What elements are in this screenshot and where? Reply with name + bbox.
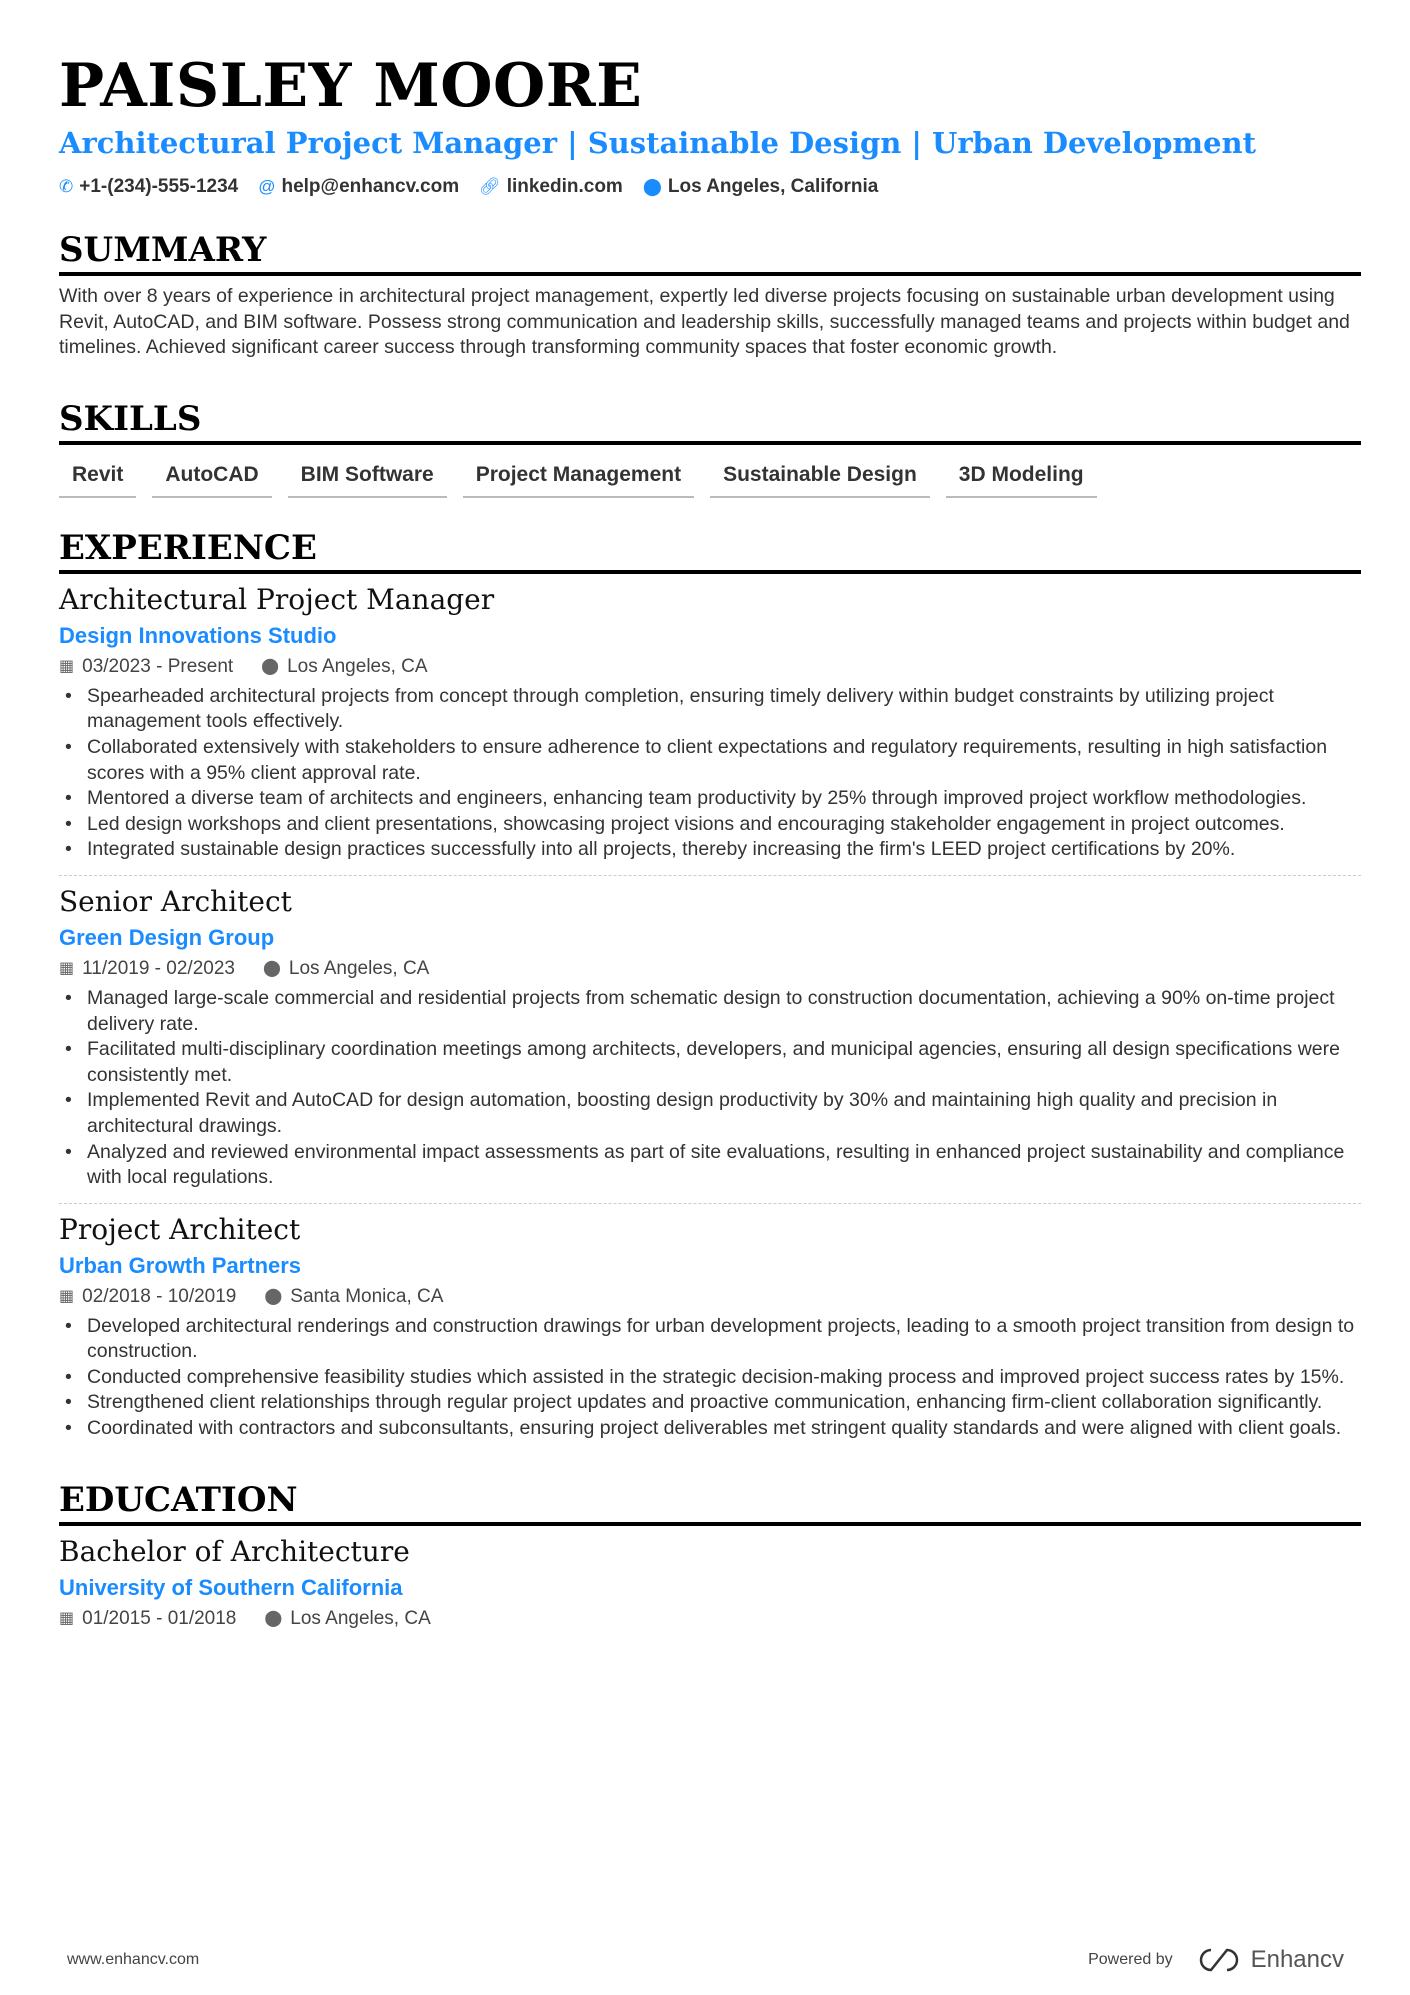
school: University of Southern California (59, 1574, 403, 1600)
achievement-bullet: • Strengthened client relationships through regular project updates and proactive communication, enhancing firm-client collaboration significantly. (59, 1390, 1361, 1416)
phone-text: +1-(234)-555-1234 (79, 176, 239, 197)
education-heading: EDUCATION (59, 1478, 1361, 1526)
achievement-bullet: • Facilitated multi-disciplinary coordination meetings among architects, developers, and municipal agencies, ensuring all design specifications were consistently met. (59, 1037, 1361, 1088)
location-icon: ⬤ (642, 177, 662, 196)
location-icon: ⬤ (262, 959, 281, 977)
contact-location (643, 174, 878, 200)
phone-icon: ✆ (59, 177, 74, 196)
contact-email[interactable] (258, 174, 459, 200)
powered-by: Powered by (1088, 1951, 1173, 1968)
job-location: Los Angeles, CA (288, 957, 430, 979)
enhancv-logo-icon (1197, 1947, 1243, 1973)
company-name: Design Innovations Studio (59, 622, 337, 648)
candidate-name: PAISLEY MOORE (59, 51, 643, 121)
skill-tag: 3D Modeling (946, 459, 1097, 498)
education-location: Los Angeles, CA (290, 1607, 431, 1629)
job-dates: 03/2023 - Present (82, 655, 234, 677)
achievement-bullet: • Analyzed and reviewed environmental impact assessments as part of site evaluations, resulting in enhanced project sustainability and compliance with local regulations. (59, 1140, 1361, 1191)
job-meta (59, 652, 1361, 682)
job-entry (59, 1203, 1361, 1448)
contact-linkedin[interactable] (479, 174, 623, 200)
resume (59, 50, 1361, 1640)
achievements-list (59, 684, 1361, 863)
skill-tag: Sustainable Design (710, 459, 930, 498)
calendar-icon: ▦ (59, 959, 75, 977)
skill-tag: BIM Software (288, 459, 447, 498)
achievement-bullet: • Led design workshops and client presentations, showcasing project visions and encouraging stakeholder engagement in project outcomes. (59, 812, 1361, 838)
achievement-bullet: • Coordinated with contractors and subconsultants, ensuring project deliverables met stringent quality standards and were aligned with client goals. (59, 1416, 1361, 1442)
calendar-icon: ▦ (59, 1609, 75, 1627)
location-icon: ⬤ (264, 1609, 283, 1627)
achievements-list (59, 1314, 1361, 1442)
calendar-icon: ▦ (59, 1287, 75, 1305)
job-title: Project Architect (59, 1212, 301, 1246)
enhancv-logo (1197, 1946, 1344, 1974)
skill-tag: AutoCAD (152, 459, 271, 498)
achievement-bullet: • Spearheaded architectural projects from concept through completion, ensuring timely delivery within budget constraints by utilizing project management tools effectively. (59, 684, 1361, 735)
job-dates: 11/2019 - 02/2023 (82, 957, 235, 979)
contact-phone (59, 174, 238, 200)
job-location: Santa Monica, CA (290, 1285, 444, 1307)
achievement-bullet: • Implemented Revit and AutoCAD for design automation, boosting design productivity by 30% and maintaining high quality and precision in architectural drawings. (59, 1088, 1361, 1139)
job-title: Senior Architect (59, 884, 292, 918)
job-title: Architectural Project Manager (59, 582, 495, 616)
email-text[interactable]: help@enhancv.com (281, 176, 460, 197)
location-text: Los Angeles, California (667, 176, 879, 197)
education-dates: 01/2015 - 01/2018 (82, 1607, 237, 1629)
summary-text: With over 8 years of experience in architectural project management, expertly led diverse projects focusing on sustainable urban development using Revit, AutoCAD, and BIM software. Possess strong communication and leadership skills, successfully managed teams and projects within budget and timelines. Achieved significant career success through transforming community spaces that foster economic growth. (59, 285, 1350, 359)
summary-heading: SUMMARY (59, 228, 1361, 276)
linkedin-text[interactable]: linkedin.com (506, 176, 623, 197)
job-meta (59, 1282, 1361, 1312)
education-entry (59, 1532, 1361, 1640)
location-icon: ⬤ (264, 1287, 283, 1305)
company-name: Green Design Group (59, 924, 275, 950)
achievements-list (59, 986, 1361, 1191)
degree: Bachelor of Architecture (59, 1534, 410, 1568)
skill-tag: Revit (59, 459, 136, 498)
contact-info (59, 174, 1361, 200)
experience-list (59, 580, 1361, 1448)
education-meta (59, 1604, 1361, 1634)
job-meta (59, 954, 1361, 984)
job-entry (59, 580, 1361, 869)
link-icon: 🔗︎ (479, 177, 501, 196)
achievement-bullet: • Managed large-scale commercial and residential projects from schematic design to construction documentation, achieving a 90% on-time project delivery rate. (59, 986, 1361, 1037)
footer (67, 1946, 1344, 1974)
skills-heading: SKILLS (59, 397, 1361, 445)
achievement-bullet: • Mentored a diverse team of architects and engineers, enhancing team productivity by 25% through improved project workflow methodologies. (59, 786, 1361, 812)
job-entry (59, 875, 1361, 1197)
achievement-bullet: • Integrated sustainable design practices successfully into all projects, thereby increasing the firm's LEED project certifications by 20%. (59, 837, 1361, 863)
job-location: Los Angeles, CA (287, 655, 428, 677)
brand-name: Enhancv (1250, 1946, 1344, 1973)
calendar-icon: ▦ (59, 657, 75, 675)
achievement-bullet: • Developed architectural renderings and construction drawings for urban development projects, leading to a smooth project transition from design to construction. (59, 1314, 1361, 1365)
achievement-bullet: • Collaborated extensively with stakeholders to ensure adherence to client expectations and regulatory requirements, resulting in high satisfaction scores with a 95% client approval rate. (59, 735, 1361, 786)
footer-website[interactable]: www.enhancv.com (67, 1951, 200, 1968)
achievement-bullet: • Conducted comprehensive feasibility studies which assisted in the strategic decision-making process and improved project success rates by 15%. (59, 1365, 1361, 1391)
at-icon: @ (258, 177, 276, 196)
headline: Architectural Project Manager | Sustainable Design | Urban Development (59, 126, 1257, 160)
location-icon: ⬤ (261, 657, 280, 675)
job-dates: 02/2018 - 10/2019 (82, 1285, 237, 1307)
company-name: Urban Growth Partners (59, 1252, 302, 1278)
skill-tag: Project Management (463, 459, 694, 498)
experience-heading: EXPERIENCE (59, 526, 1361, 574)
skills-list (59, 459, 1361, 498)
